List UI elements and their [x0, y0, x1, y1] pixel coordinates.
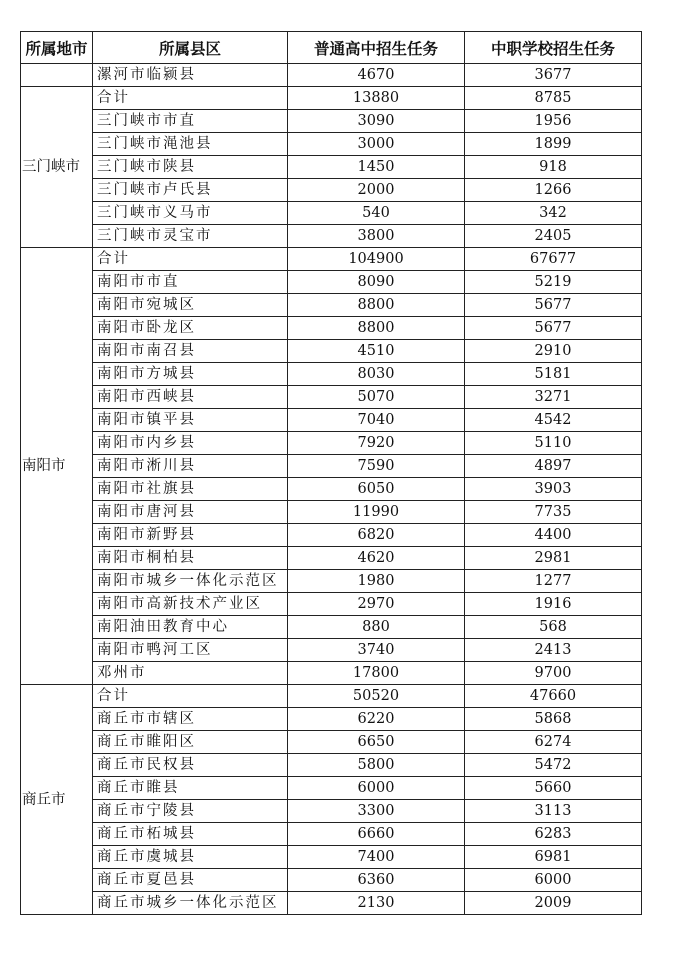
high-school-quota-cell: 5070: [288, 386, 465, 409]
vocational-quota-cell: 5868: [465, 708, 642, 731]
county-cell: 南阳市宛城区: [93, 294, 288, 317]
high-school-quota-cell: 2000: [288, 179, 465, 202]
header-city: 所属地市: [21, 32, 93, 64]
county-cell: 三门峡市卢氏县: [93, 179, 288, 202]
table-row: [21, 340, 642, 363]
vocational-quota-cell: 342: [465, 202, 642, 225]
high-school-quota-cell: 6360: [288, 869, 465, 892]
vocational-quota-cell: 4897: [465, 455, 642, 478]
table-row: [21, 731, 642, 754]
table-row: [21, 892, 642, 915]
county-cell: 南阳市桐柏县: [93, 547, 288, 570]
table-row: [21, 248, 642, 271]
county-cell: 南阳市卧龙区: [93, 317, 288, 340]
table-row: [21, 409, 642, 432]
vocational-quota-cell: 2413: [465, 639, 642, 662]
table-row: [21, 823, 642, 846]
high-school-quota-cell: 6650: [288, 731, 465, 754]
high-school-quota-cell: 7920: [288, 432, 465, 455]
vocational-quota-cell: 568: [465, 616, 642, 639]
vocational-quota-cell: 3677: [465, 64, 642, 87]
high-school-quota-cell: 3300: [288, 800, 465, 823]
table-row: [21, 593, 642, 616]
high-school-quota-cell: 1450: [288, 156, 465, 179]
high-school-quota-cell: 11990: [288, 501, 465, 524]
county-cell: 商丘市睢阳区: [93, 731, 288, 754]
enrollment-quota-table: [20, 31, 642, 915]
high-school-quota-cell: 3000: [288, 133, 465, 156]
high-school-quota-cell: 2970: [288, 593, 465, 616]
high-school-quota-cell: 8800: [288, 294, 465, 317]
vocational-quota-cell: 6981: [465, 846, 642, 869]
vocational-quota-cell: 1266: [465, 179, 642, 202]
table-row: [21, 777, 642, 800]
table-row: [21, 133, 642, 156]
county-cell: 三门峡市陕县: [93, 156, 288, 179]
high-school-quota-cell: 3090: [288, 110, 465, 133]
table-row: [21, 547, 642, 570]
vocational-quota-cell: 3903: [465, 478, 642, 501]
county-cell: 南阳市城乡一体化示范区: [93, 570, 288, 593]
vocational-quota-cell: 3113: [465, 800, 642, 823]
vocational-quota-cell: 8785: [465, 87, 642, 110]
enrollment-table-container: [20, 31, 642, 915]
table-row: [21, 846, 642, 869]
county-cell: 南阳市新野县: [93, 524, 288, 547]
vocational-quota-cell: 47660: [465, 685, 642, 708]
county-cell: 南阳市社旗县: [93, 478, 288, 501]
header-vocational-quota: 中职学校招生任务: [465, 32, 642, 64]
vocational-quota-cell: 2910: [465, 340, 642, 363]
vocational-quota-cell: 2981: [465, 547, 642, 570]
vocational-quota-cell: 918: [465, 156, 642, 179]
high-school-quota-cell: 104900: [288, 248, 465, 271]
high-school-quota-cell: 4510: [288, 340, 465, 363]
county-cell: 商丘市宁陵县: [93, 800, 288, 823]
county-cell: 合计: [93, 248, 288, 271]
high-school-quota-cell: 8800: [288, 317, 465, 340]
high-school-quota-cell: 1980: [288, 570, 465, 593]
table-row: [21, 662, 642, 685]
table-row: [21, 386, 642, 409]
vocational-quota-cell: 6000: [465, 869, 642, 892]
header-county: 所属县区: [93, 32, 288, 64]
table-row: [21, 110, 642, 133]
header-high-school-quota: 普通高中招生任务: [288, 32, 465, 64]
county-cell: 南阳油田教育中心: [93, 616, 288, 639]
vocational-quota-cell: 4400: [465, 524, 642, 547]
high-school-quota-cell: 4620: [288, 547, 465, 570]
vocational-quota-cell: 5660: [465, 777, 642, 800]
table-row: [21, 87, 642, 110]
vocational-quota-cell: 1277: [465, 570, 642, 593]
high-school-quota-cell: 17800: [288, 662, 465, 685]
table-row: [21, 869, 642, 892]
table-row: [21, 432, 642, 455]
county-cell: 商丘市柘城县: [93, 823, 288, 846]
vocational-quota-cell: 9700: [465, 662, 642, 685]
county-cell: 南阳市南召县: [93, 340, 288, 363]
table-body: [21, 64, 642, 915]
table-row: [21, 685, 642, 708]
county-cell: 三门峡市灵宝市: [93, 225, 288, 248]
table-row: [21, 616, 642, 639]
high-school-quota-cell: 7400: [288, 846, 465, 869]
high-school-quota-cell: 7590: [288, 455, 465, 478]
vocational-quota-cell: 4542: [465, 409, 642, 432]
high-school-quota-cell: 540: [288, 202, 465, 225]
table-row: [21, 570, 642, 593]
high-school-quota-cell: 3740: [288, 639, 465, 662]
vocational-quota-cell: 6283: [465, 823, 642, 846]
high-school-quota-cell: 2130: [288, 892, 465, 915]
vocational-quota-cell: 1899: [465, 133, 642, 156]
county-cell: 三门峡市义马市: [93, 202, 288, 225]
vocational-quota-cell: 2405: [465, 225, 642, 248]
county-cell: 南阳市高新技术产业区: [93, 593, 288, 616]
county-cell: 商丘市睢县: [93, 777, 288, 800]
county-cell: 南阳市镇平县: [93, 409, 288, 432]
city-cell: 三门峡市: [21, 87, 93, 248]
high-school-quota-cell: 6660: [288, 823, 465, 846]
county-cell: 漯河市临颍县: [93, 64, 288, 87]
county-cell: 商丘市城乡一体化示范区: [93, 892, 288, 915]
high-school-quota-cell: 8090: [288, 271, 465, 294]
high-school-quota-cell: 6220: [288, 708, 465, 731]
table-row: [21, 524, 642, 547]
vocational-quota-cell: 1916: [465, 593, 642, 616]
table-row: [21, 179, 642, 202]
high-school-quota-cell: 880: [288, 616, 465, 639]
table-row: [21, 455, 642, 478]
county-cell: 南阳市市直: [93, 271, 288, 294]
vocational-quota-cell: 5219: [465, 271, 642, 294]
county-cell: 商丘市民权县: [93, 754, 288, 777]
table-row: [21, 800, 642, 823]
header-row: [21, 32, 642, 64]
vocational-quota-cell: 7735: [465, 501, 642, 524]
vocational-quota-cell: 1956: [465, 110, 642, 133]
high-school-quota-cell: 6820: [288, 524, 465, 547]
table-row: [21, 294, 642, 317]
vocational-quota-cell: 5677: [465, 317, 642, 340]
high-school-quota-cell: 3800: [288, 225, 465, 248]
county-cell: 商丘市虞城县: [93, 846, 288, 869]
table-row: [21, 708, 642, 731]
table-row: [21, 754, 642, 777]
county-cell: 南阳市方城县: [93, 363, 288, 386]
table-row: [21, 501, 642, 524]
high-school-quota-cell: 8030: [288, 363, 465, 386]
city-cell: [21, 64, 93, 87]
table-row: [21, 478, 642, 501]
table-row: [21, 317, 642, 340]
table-row: [21, 225, 642, 248]
vocational-quota-cell: 5181: [465, 363, 642, 386]
table-row: [21, 202, 642, 225]
county-cell: 合计: [93, 685, 288, 708]
table-header: [21, 32, 642, 64]
county-cell: 南阳市淅川县: [93, 455, 288, 478]
county-cell: 商丘市夏邑县: [93, 869, 288, 892]
table-row: [21, 156, 642, 179]
vocational-quota-cell: 5472: [465, 754, 642, 777]
high-school-quota-cell: 4670: [288, 64, 465, 87]
county-cell: 南阳市鸭河工区: [93, 639, 288, 662]
vocational-quota-cell: 67677: [465, 248, 642, 271]
high-school-quota-cell: 50520: [288, 685, 465, 708]
county-cell: 合计: [93, 87, 288, 110]
county-cell: 商丘市市辖区: [93, 708, 288, 731]
high-school-quota-cell: 6050: [288, 478, 465, 501]
table-row: [21, 271, 642, 294]
city-cell: 商丘市: [21, 685, 93, 915]
county-cell: 三门峡市市直: [93, 110, 288, 133]
table-row: [21, 639, 642, 662]
county-cell: 南阳市西峡县: [93, 386, 288, 409]
high-school-quota-cell: 7040: [288, 409, 465, 432]
county-cell: 邓州市: [93, 662, 288, 685]
table-row: [21, 363, 642, 386]
high-school-quota-cell: 5800: [288, 754, 465, 777]
vocational-quota-cell: 3271: [465, 386, 642, 409]
high-school-quota-cell: 6000: [288, 777, 465, 800]
high-school-quota-cell: 13880: [288, 87, 465, 110]
county-cell: 三门峡市渑池县: [93, 133, 288, 156]
county-cell: 南阳市唐河县: [93, 501, 288, 524]
vocational-quota-cell: 5677: [465, 294, 642, 317]
county-cell: 南阳市内乡县: [93, 432, 288, 455]
city-cell: 南阳市: [21, 248, 93, 685]
vocational-quota-cell: 5110: [465, 432, 642, 455]
vocational-quota-cell: 2009: [465, 892, 642, 915]
table-row: [21, 64, 642, 87]
vocational-quota-cell: 6274: [465, 731, 642, 754]
